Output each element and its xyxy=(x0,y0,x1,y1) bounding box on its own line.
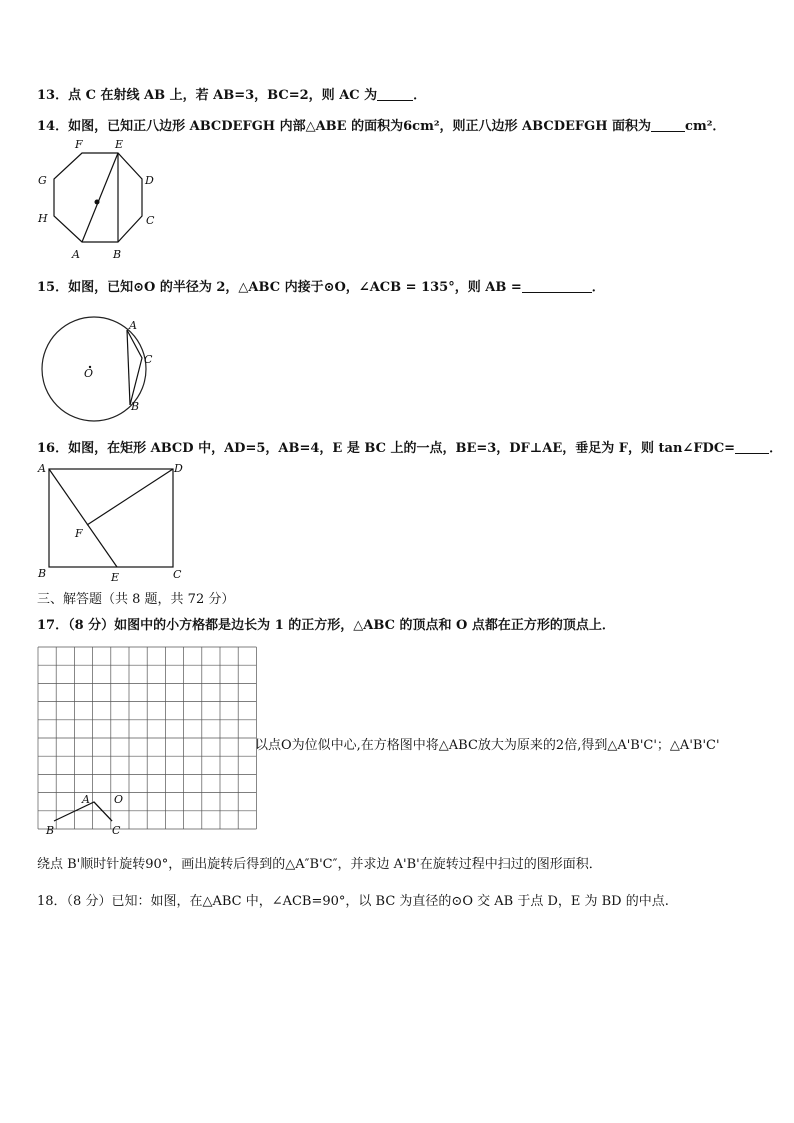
rect-label-C: C xyxy=(173,568,182,581)
question-17 xyxy=(37,614,615,633)
circle-label-O: O xyxy=(84,367,94,380)
q14-end: cm²． xyxy=(685,119,726,134)
q17-continued xyxy=(37,853,602,872)
q13-blank xyxy=(377,88,413,101)
q16-end: ． xyxy=(769,441,783,456)
q17-side-text xyxy=(255,734,720,753)
oct-label-D: D xyxy=(145,174,154,187)
rect-label-D: D xyxy=(174,462,183,475)
section-heading xyxy=(37,588,234,607)
circle-figure xyxy=(34,312,164,424)
question-16 xyxy=(37,437,782,456)
question-14 xyxy=(37,115,725,134)
rectangle-figure xyxy=(34,458,194,586)
oct-label-A: A xyxy=(72,248,80,261)
circle-label-A: A xyxy=(129,319,137,332)
rect-label-E: E xyxy=(111,571,120,584)
oct-label-C: C xyxy=(146,214,155,227)
rect-label-B: B xyxy=(38,567,47,580)
question-15 xyxy=(37,276,605,295)
octagon-figure xyxy=(34,134,164,264)
q14-blank xyxy=(651,119,685,132)
q16-text: 16．如图，在矩形 ABCD 中，AD=5，AB=4，E 是 BC 上的一点，BE=3，DF⊥AE，垂足为 F，则 tan∠FDC= xyxy=(37,441,736,456)
q18-text: 18．（8 分）已知：如图，在△ABC 中，∠ACB=90°，以 BC 为直径的⊙O 交 AB 于点 D，E 为 BD 的中点. xyxy=(37,894,669,909)
q17-cont: 绕点 B'顺时针旋转90°，画出旋转后得到的△A″B'C″，并求边 A'B'在旋转过程中扫过的图形面积． xyxy=(37,857,602,872)
question-13 xyxy=(37,84,426,103)
grid-label-C: C xyxy=(112,824,121,837)
circle-label-B: B xyxy=(131,400,140,413)
q13-end: ． xyxy=(413,88,427,103)
grid-figure xyxy=(34,642,259,840)
question-18 xyxy=(37,890,669,909)
oct-label-E: E xyxy=(115,138,124,151)
q15-text: 15．如图，已知⊙O 的半径为 2，△ABC 内接于⊙O，∠ACB = 135°，则 AB = xyxy=(37,280,522,295)
section-title: 三、解答题（共 8 题，共 72 分） xyxy=(37,592,235,607)
oct-label-F: F xyxy=(75,138,83,151)
oct-label-G: G xyxy=(38,174,47,187)
q13-text: 13．点 C 在射线 AB 上，若 AB=3，BC=2，则 AC 为 xyxy=(37,88,378,103)
q14-text: 14．如图，已知正八边形 ABCDEFGH 内部△ABE 的面积为6cm²，则正八边形 ABCDEFGH 面积为 xyxy=(37,119,652,134)
oct-label-H: H xyxy=(38,212,48,225)
q17-side: 以点O为位似中心,在方格图中将△ABC放大为原来的2倍,得到△A'B'C'；△A'B'C' xyxy=(255,738,720,753)
grid-label-O: O xyxy=(114,793,124,806)
grid-label-B: B xyxy=(46,824,55,837)
q17-intro: 17．（8 分）如图中的小方格都是边长为 1 的正方形，△ABC 的顶点和 O 点都在正方形的顶点上． xyxy=(37,618,615,633)
rect-label-F: F xyxy=(75,527,83,540)
rect-label-A: A xyxy=(38,462,46,475)
grid-label-A: A xyxy=(82,793,90,806)
q16-blank xyxy=(735,441,769,454)
q15-blank xyxy=(522,280,592,293)
circle-label-C: C xyxy=(144,353,153,366)
q15-end: ． xyxy=(591,280,605,295)
oct-label-B: B xyxy=(113,248,122,261)
